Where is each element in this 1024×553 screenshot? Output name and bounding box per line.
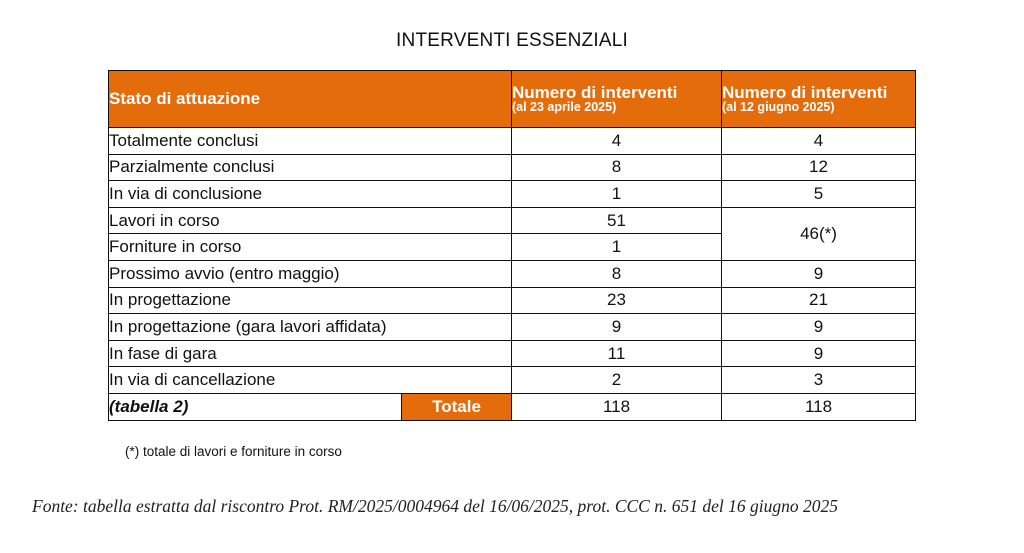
table-row [109,207,916,234]
table-row [109,128,916,155]
header-stato: Stato di attuazione [109,71,512,128]
table-row [109,314,916,341]
table-footer-row [109,393,916,420]
row-value-june: 21 [722,287,916,314]
row-value-april: 1 [512,181,722,208]
row-label: In progettazione (gara lavori affidata) [109,314,512,341]
row-value-april: 2 [512,367,722,394]
row-label: In progettazione [109,287,512,314]
table-header-row [109,71,916,128]
row-value-june: 3 [722,367,916,394]
source-caption: Fonte: tabella estratta dal riscontro Prot. RM/2025/0004964 del 16/06/2025, prot. CCC n. 651 del 16 giugno 2025 [32,496,838,516]
row-label: Totalmente conclusi [109,128,512,155]
row-label: In via di cancellazione [109,367,512,394]
table-row [109,154,916,181]
table-title: INTERVENTI ESSENZIALI [396,30,628,51]
footnote: (*) totale di lavori e forniture in corso [125,444,342,459]
header-april [512,71,722,128]
header-june-main: Numero di interventi [722,82,888,102]
row-value-june: 9 [722,340,916,367]
row-label: Parzialmente conclusi [109,154,512,181]
total-value-april: 118 [512,393,722,420]
total-value-june: 118 [722,393,916,420]
row-value-april: 8 [512,154,722,181]
row-label: In via di conclusione [109,181,512,208]
row-value-april: 1 [512,234,722,261]
row-value-june: 4 [722,128,916,155]
header-april-main: Numero di interventi [512,82,678,102]
row-label: Forniture in corso [109,234,512,261]
table-row [109,367,916,394]
table-row [109,260,916,287]
row-value-april: 23 [512,287,722,314]
row-label: Prossimo avvio (entro maggio) [109,260,512,287]
row-value-june: 12 [722,154,916,181]
header-april-sub: (al 23 aprile 2025) [512,99,617,114]
interventions-table [108,70,916,421]
row-label: In fase di gara [109,340,512,367]
row-value-april: 9 [512,314,722,341]
row-value-april: 8 [512,260,722,287]
total-label: Totale [402,393,512,420]
row-value-april: 51 [512,207,722,234]
row-label: Lavori in corso [109,207,512,234]
row-value-june: 5 [722,181,916,208]
row-value-june: 9 [722,260,916,287]
table-row [109,287,916,314]
table-row [109,340,916,367]
row-value-june-merged: 46(*) [722,207,916,260]
table-number-label: (tabella 2) [109,393,402,420]
row-value-april: 11 [512,340,722,367]
header-june-sub: (al 12 giugno 2025) [722,99,835,114]
header-june [722,71,916,128]
row-value-june: 9 [722,314,916,341]
row-value-april: 4 [512,128,722,155]
table-row [109,181,916,208]
